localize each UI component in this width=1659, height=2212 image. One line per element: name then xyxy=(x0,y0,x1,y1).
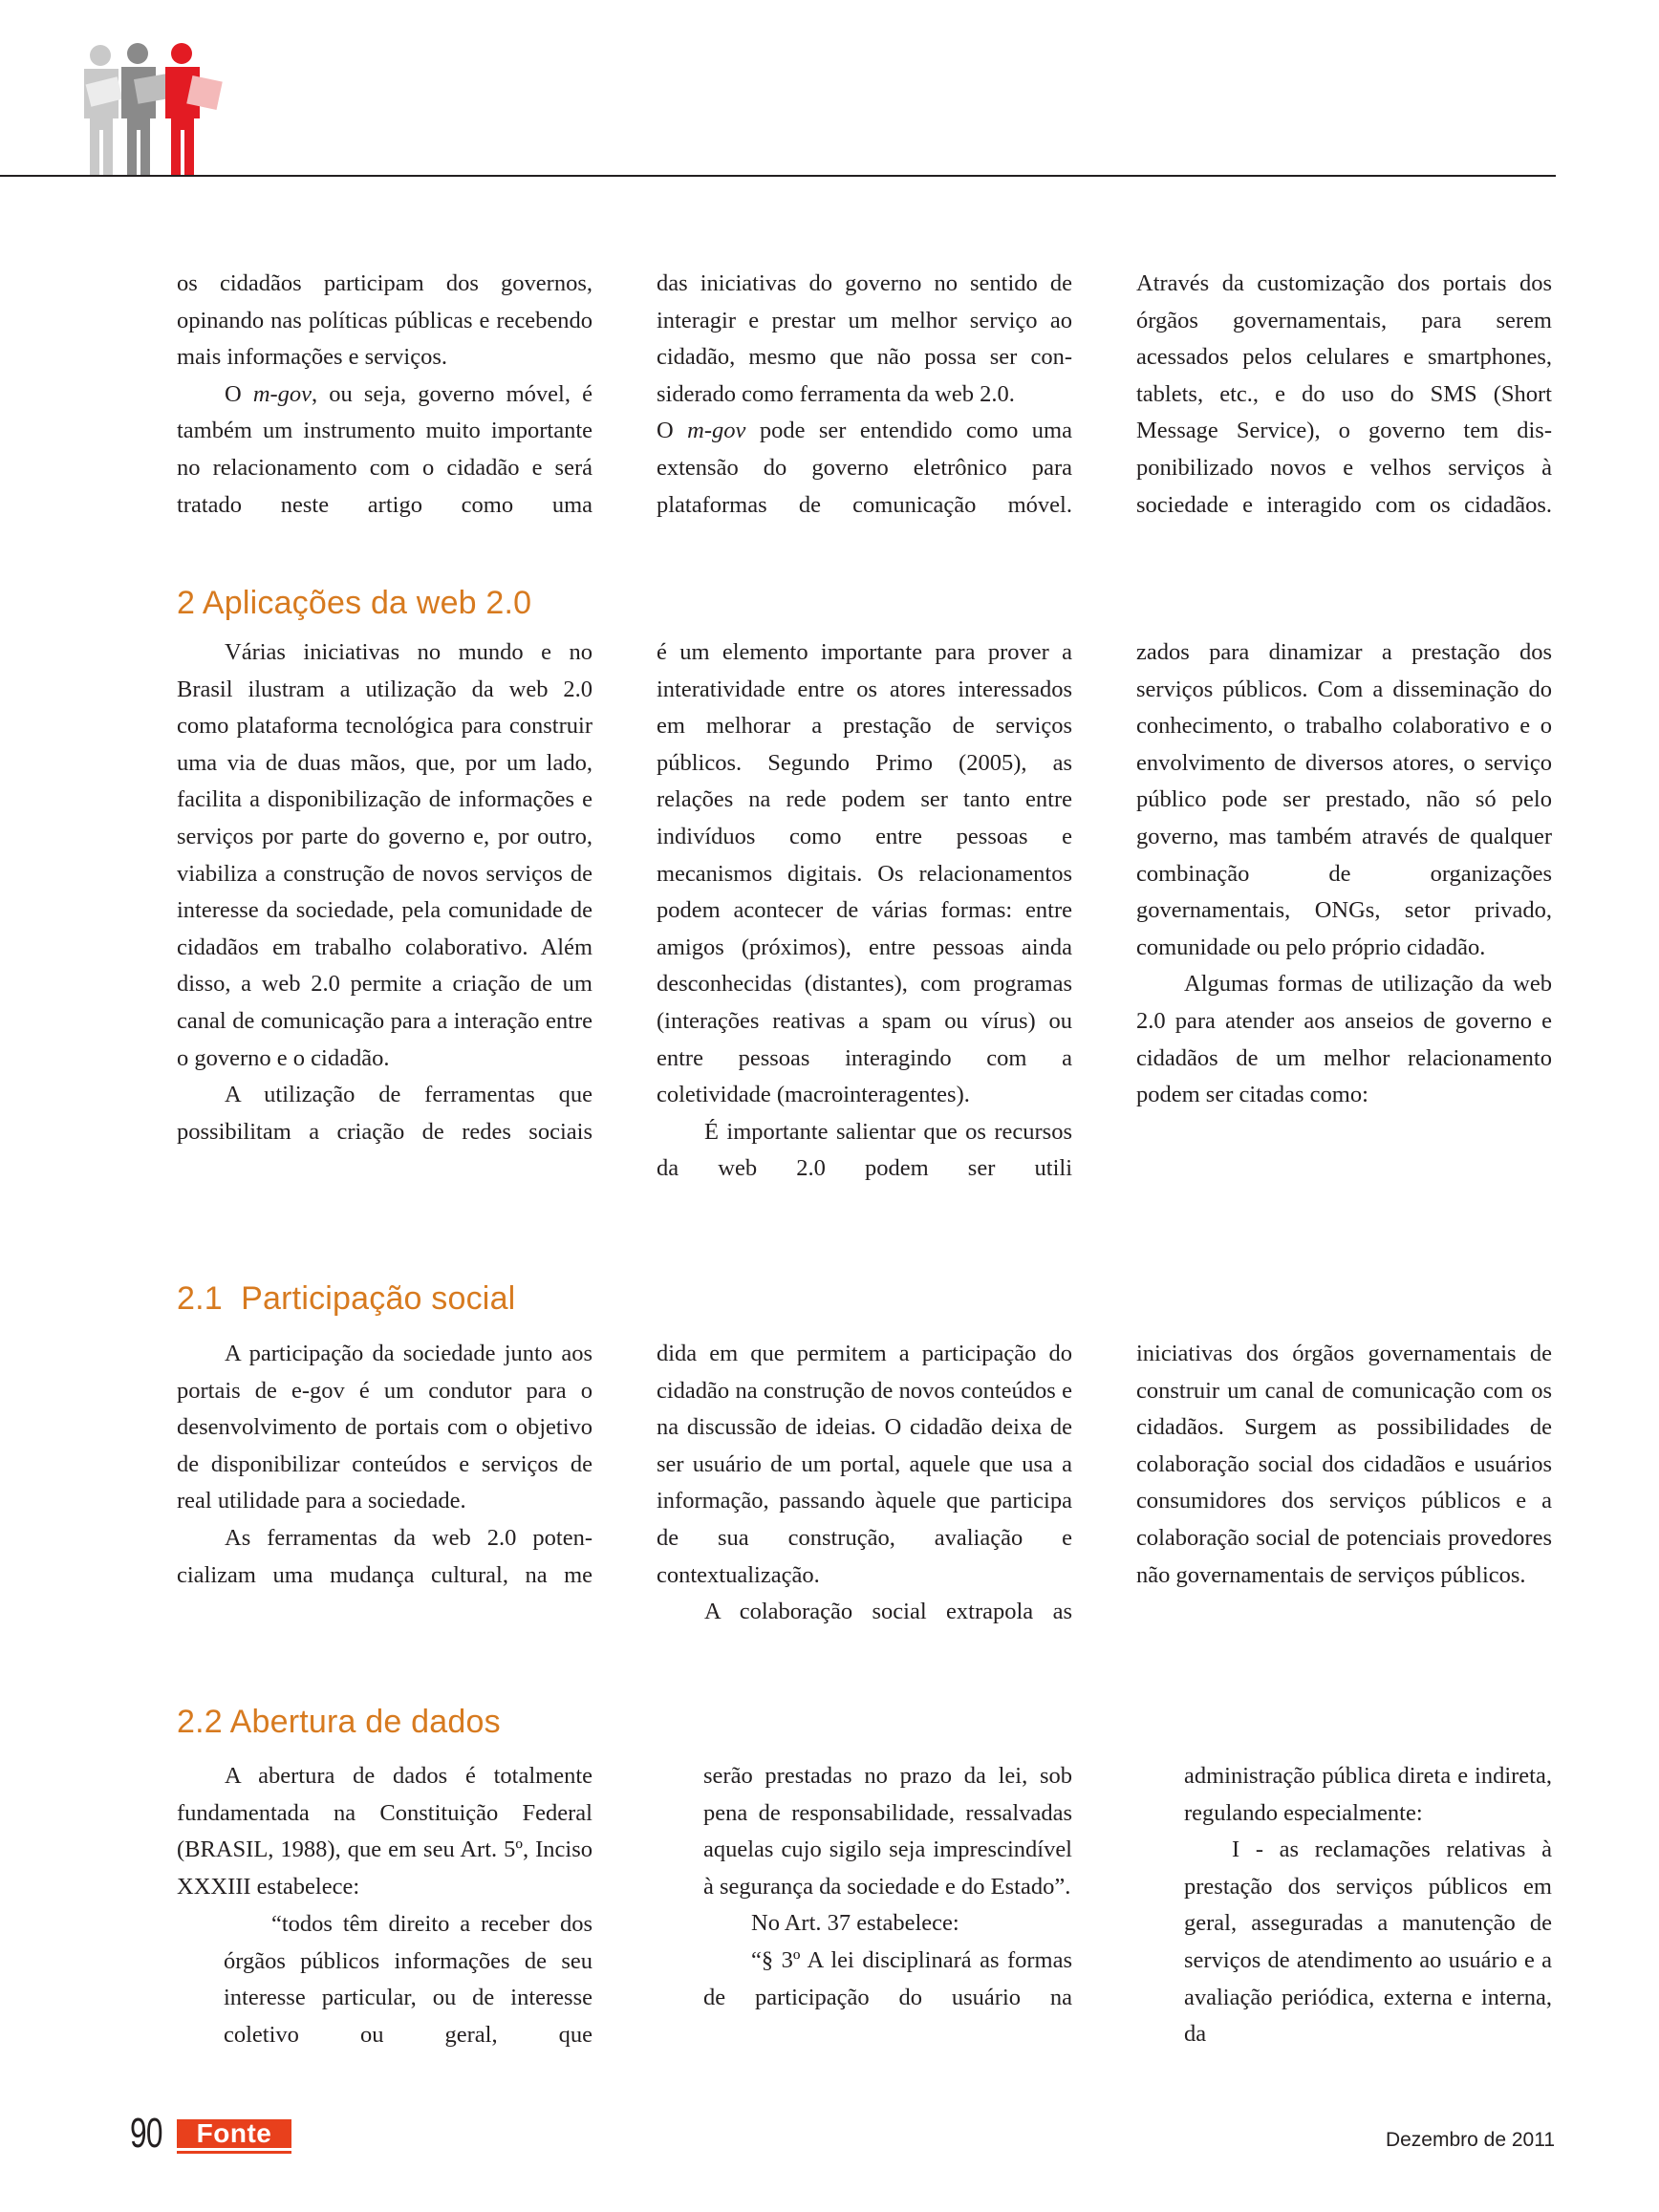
paragraph: As ferramentas da web 2.0 potencializam uma mudança cultural, na me xyxy=(177,1524,592,1588)
quote-paragraph: serão prestadas no prazo da lei, sob pena de responsabilidade, ressalvadas aquelas cujo sigilo seja imprescindível à segurança da sociedade e do Estado”. xyxy=(703,1763,1072,1900)
paragraph: A colaboração social extrapola as xyxy=(704,1599,1072,1625)
paragraph: zados para dinamizar a prestação dos serviços públicos. Com a disseminação do conhecimento, o trabalho colaborativo e o envolvimento de diversos atores, o serviço público pode ser prestado, não só pelo governo, mas também através de qualquer combinação de organizações governamentais, ONGs, setor privado, comunidade ou pelo próprio cidadão. xyxy=(1136,639,1552,960)
text-column-left xyxy=(177,1336,592,1594)
paragraph: Várias iniciativas no mundo e no Brasil ilustram a utilização da web 2.0 como plataforma tecnológica para construir uma via de duas mãos, que, por um lado, facilita a disponibilização de informações e serviços por parte do governo e, por outro, viabiliza a construção de novos serviços de interesse da sociedade, pela comunidade de cidadãos em trabalho colaborativo. Além disso, a web 2.0 permite a criação de um canal de comunicação para a interação entre o governo e o cidadão. xyxy=(177,639,592,1071)
text-column-middle xyxy=(657,1336,1072,1631)
paragraph: No Art. 37 estabelece: xyxy=(751,1910,959,1937)
paragraph: Através da customização dos portais dos órgãos governamentais, para serem acessados pelos celulares e smartphones, tablets, etc., e do uso do SMS (Short Message Service), o governo tem disponibilizado novos e velhos serviços à sociedade e interagido com os cidadãos. xyxy=(1136,270,1552,518)
paragraph: A participação da sociedade junto aos portais de e-gov é um condutor para o desenvolvimento de portais com o objetivo de disponibilizar conteúdos e serviços de real utilidade para a sociedade. xyxy=(177,1341,592,1514)
people-logo-icon xyxy=(76,38,229,177)
text-column-middle xyxy=(657,634,1072,1188)
quote-column-left xyxy=(224,1906,592,2053)
paragraph: dida em que permitem a participação do cidadão na construção de novos conteúdos e na discussão de ideias. O cidadão deixa de ser usuário de um portal, aquele que usa a informação, passando àquele que participa de sua construção, avaliação e contextualização. xyxy=(657,1341,1072,1588)
section-heading: 2.1 Participação social xyxy=(177,1280,516,1317)
paragraph: é um elemento importante para prover a interatividade entre os atores interessados em melhorar a prestação de serviços públicos. Segundo Primo (2005), as relações na rede podem ser tanto entre indivíduos como entre pessoas e mecanismos digitais. Os relacionamentos podem acontecer de várias formas: entre amigos (próximos), entre pessoas ainda desconhecidas (distantes), com programas (interações reativas a spam ou vírus) ou entre pessoas interagindo com a coletividade (macrointeragentes). xyxy=(657,639,1072,1108)
quote-paragraph: “§ 3º A lei disciplinará as formas de participação do usuário na xyxy=(703,1946,1072,2010)
quote-paragraph: administração pública direta e indireta, regulando especialmente: xyxy=(1184,1763,1552,1826)
paragraph: O m-gov, ou seja, governo móvel, é também um instrumento muito importante no relacionamento com o cidadão e será tratado neste artigo como uma xyxy=(177,380,592,518)
quote-column-middle xyxy=(703,1758,1072,2016)
paragraph: O m-gov pode ser entendido como uma extensão do governo eletrônico para plataformas de comunicação móvel. xyxy=(657,418,1072,518)
paragraph: A utilização de ferramentas que possibilitam a criação de redes sociais xyxy=(177,1082,592,1145)
quote-column-right xyxy=(1184,1758,1552,2053)
text-column-right xyxy=(1136,634,1552,1114)
text-column-left xyxy=(177,1758,592,1905)
quote-paragraph: I - as reclamações relativas à prestação dos serviços públicos em geral, asseguradas a manutenção de serviços de atendimento ao usuário e a avaliação periódica, externa e interna, da xyxy=(1184,1836,1552,2048)
header-rule xyxy=(0,175,1556,177)
paragraph: A abertura de dados é totalmente fundamentada na Constituição Federal (BRASIL, 1988), que em seu Art. 5º, Inciso XXXIII estabelece: xyxy=(177,1763,592,1900)
brand-logo: Fonte xyxy=(177,2119,291,2148)
text-column-left xyxy=(177,266,592,524)
issue-date: Dezembro de 2011 xyxy=(1385,2129,1555,2151)
paragraph: iniciativas dos órgãos governamentais de construir um canal de comunicação com os cidadãos. Surgem as possibilidades de colaboração social dos cidadãos e usuários consumidores dos serviços públicos e a colaboração social de potenciais provedores não governamentais de serviços públicos. xyxy=(1136,1341,1552,1588)
section-heading: 2.2 Abertura de dados xyxy=(177,1704,501,1740)
text-column-middle xyxy=(657,266,1072,524)
text-column-left xyxy=(177,634,592,1150)
text-column-right xyxy=(1136,266,1552,524)
paragraph: Algumas formas de utilização da web 2.0 para atender aos anseios de governo e cidadãos de um melhor relacionamento podem ser citadas como: xyxy=(1136,971,1552,1108)
paragraph: os cidadãos participam dos governos, opinando nas políticas públicas e recebendo mais informações e serviços. xyxy=(177,270,592,371)
quote-paragraph: “todos têm direito a receber dos órgãos públicos informações de seu interesse particular, ou de interesse coletivo ou geral, que xyxy=(224,1911,592,2048)
section-heading: 2 Aplicações da web 2.0 xyxy=(177,585,532,621)
page-number: 90 xyxy=(130,2110,162,2157)
text-column-right xyxy=(1136,1336,1552,1594)
paragraph: das iniciativas do governo no sentido de interagir e prestar um melhor serviço ao cidadão, mesmo que não possa ser considerado como ferramenta da web 2.0. xyxy=(657,270,1072,407)
paragraph: É importante salientar que os recursos da web 2.0 podem ser utili xyxy=(657,1118,1072,1182)
